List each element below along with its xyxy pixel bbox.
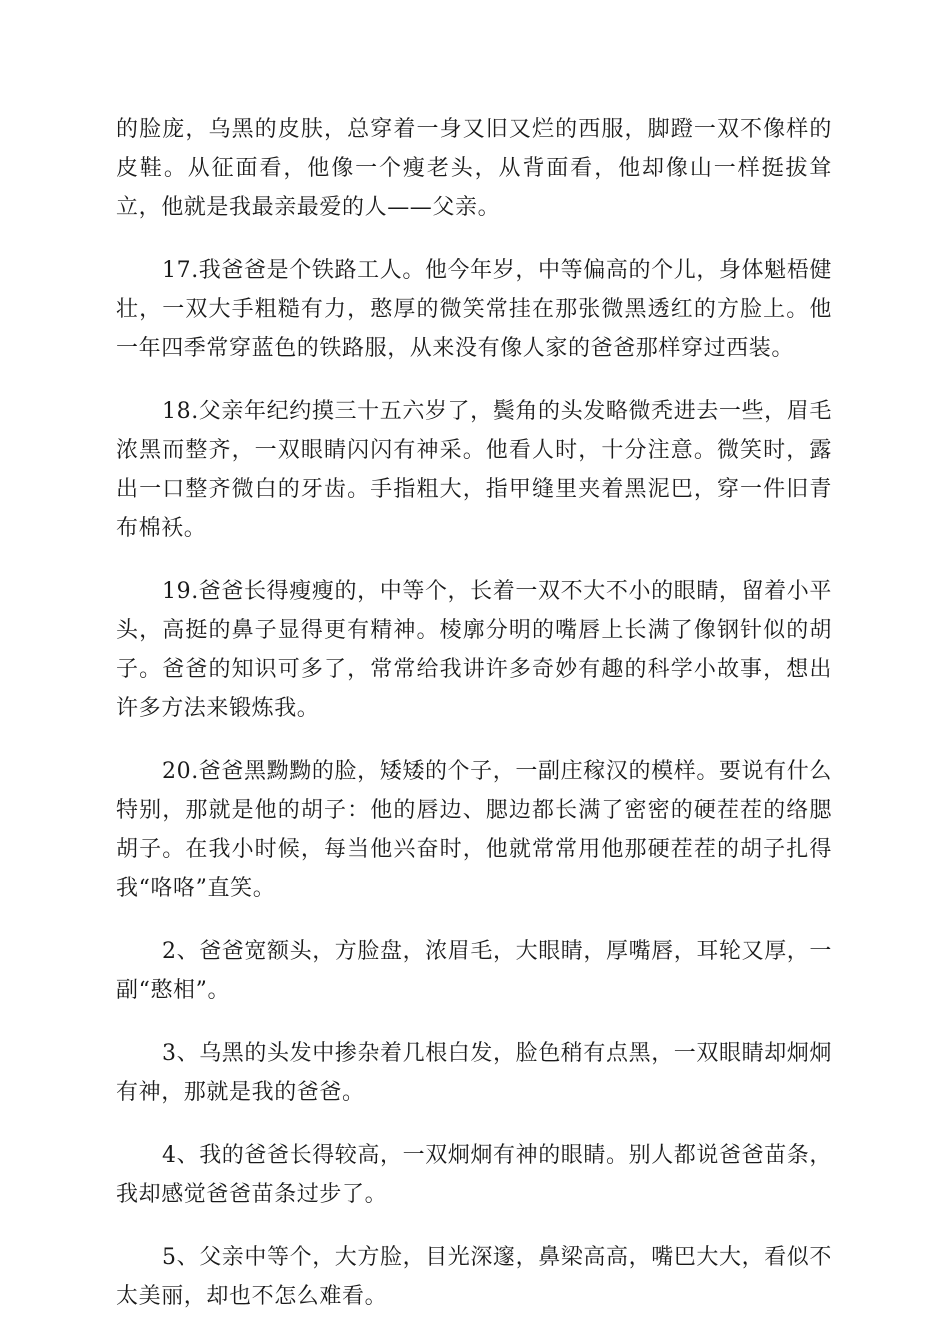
paragraph-5: 5、父亲中等个，大方脸，目光深邃，鼻梁高高，嘴巴大大，看似不太美丽，却也不怎么难看。 [116, 1245, 832, 1309]
paragraph-18: 18.父亲年纪约摸三十五六岁了，鬓角的头发略微秃进去一些，眉毛浓黑而整齐，一双眼睛闪闪有神采。他看人时，十分注意。微笑时，露出一口整齐微白的牙齿。手指粗大，指甲缝里夹着黑泥巴，穿一件旧青布棉袄。 [116, 399, 832, 541]
document-body [116, 110, 832, 1340]
paragraph-continuation: 的脸庞，乌黑的皮肤，总穿着一身又旧又烂的西服，脚蹬一双不像样的皮鞋。从征面看，他像一个瘦老头，从背面看，他却像山一样挺拔耸立，他就是我最亲最爱的人——父亲。 [116, 117, 832, 220]
paragraph-20: 20.爸爸黑黝黝的脸，矮矮的个子，一副庄稼汉的模样。要说有什么特别，那就是他的胡子：他的唇边、腮边都长满了密密的硬茬茬的络腮胡子。在我小时候，每当他兴奋时，他就常常用他那硬茬茬的胡子扎得我“咯咯”直笑。 [116, 759, 832, 901]
paragraph-4: 4、我的爸爸长得较高，一双炯炯有神的眼睛。别人都说爸爸苗条，我却感觉爸爸苗条过步了。 [116, 1143, 832, 1207]
paragraph-19: 19.爸爸长得瘦瘦的，中等个，长着一双不大不小的眼睛，留着小平头，高挺的鼻子显得更有精神。棱廓分明的嘴唇上长满了像钢针似的胡子。爸爸的知识可多了，常常给我讲许多奇妙有趣的科学小故事，想出许多方法来锻炼我。 [116, 579, 832, 721]
paragraph-17: 17.我爸爸是个铁路工人。他今年岁，中等偏高的个儿，身体魁梧健壮，一双大手粗糙有力，憨厚的微笑常挂在那张微黑透红的方脸上。他一年四季常穿蓝色的铁路服，从来没有像人家的爸爸那样穿过西装。 [116, 258, 832, 361]
paragraph-3: 3、乌黑的头发中掺杂着几根白发，脸色稍有点黑，一双眼睛却炯炯有神，那就是我的爸爸。 [116, 1041, 832, 1105]
paragraph-2: 2、爸爸宽额头，方脸盘，浓眉毛，大眼睛，厚嘴唇，耳轮又厚，一副“憨相”。 [116, 939, 832, 1003]
